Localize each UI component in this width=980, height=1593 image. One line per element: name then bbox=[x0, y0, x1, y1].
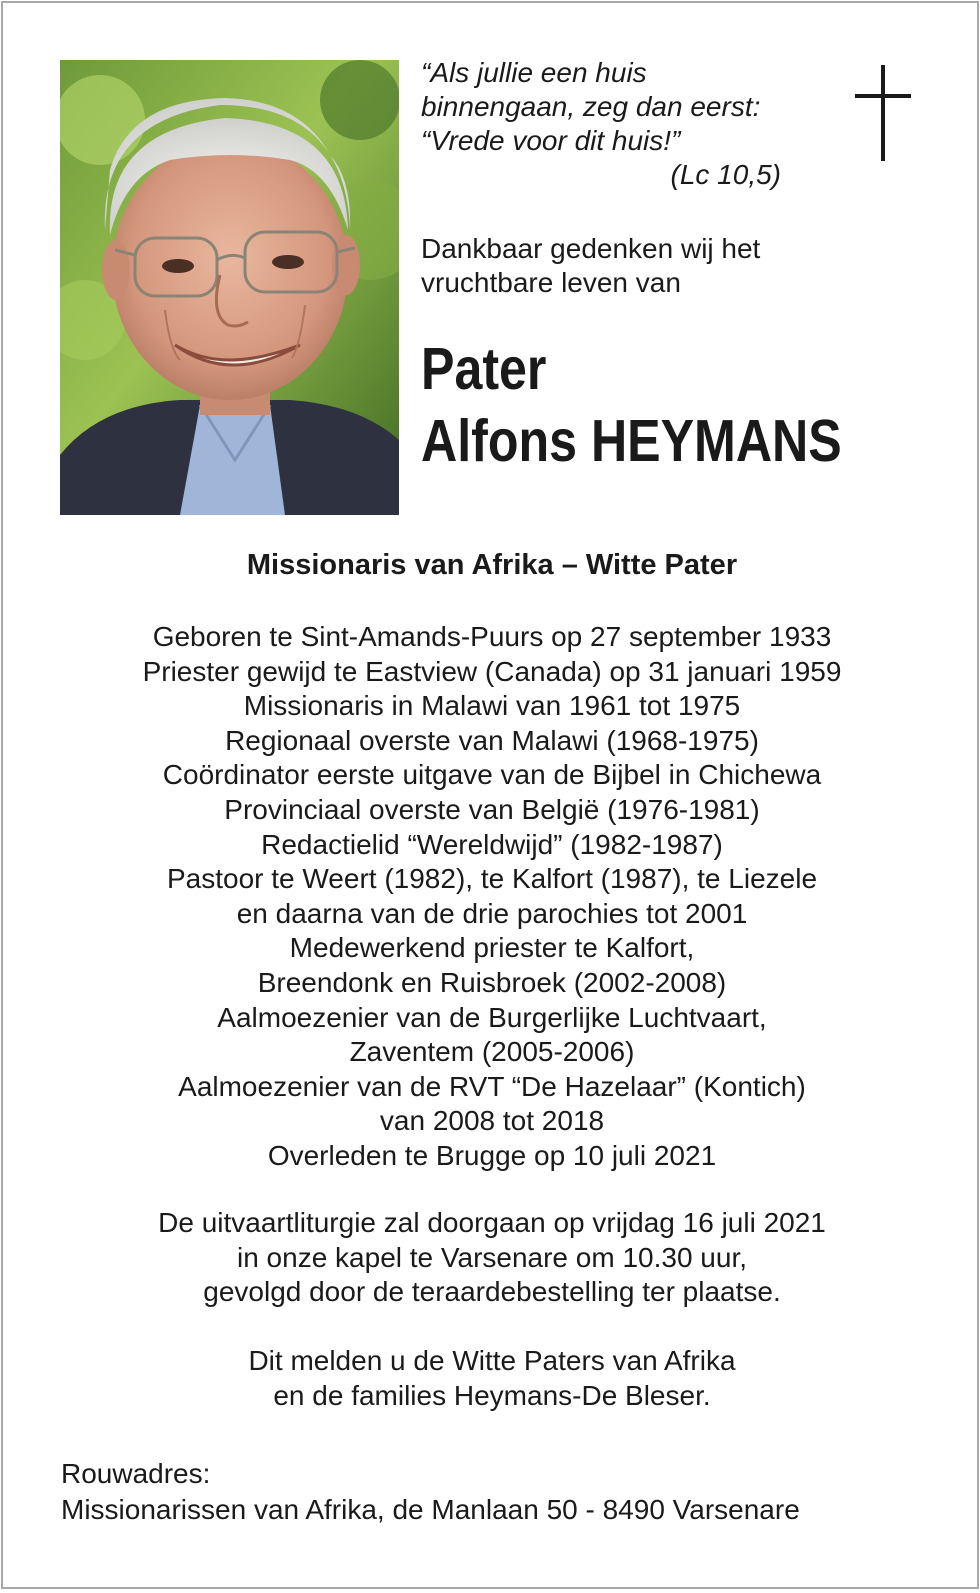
obituary-card bbox=[1, 1, 979, 1589]
bio-line: Zaventem (2005-2006) bbox=[349, 1036, 635, 1068]
bio-line: van 2008 tot 2018 bbox=[379, 1105, 605, 1137]
bio-line: en daarna van de drie parochies tot 2001 bbox=[236, 897, 748, 929]
deceased-name bbox=[421, 333, 880, 477]
intro-line: vruchtbare leven van bbox=[421, 267, 681, 298]
bio-line: Aalmoezenier van de RVT “De Hazelaar” (Kontich) bbox=[178, 1070, 806, 1102]
subtitle: Missionaris van Afrika – Witte Pater bbox=[246, 549, 738, 581]
bio-line: Geboren te Sint-Amands-Puurs op 27 september 1933 bbox=[152, 621, 832, 652]
quote-line: “Als jullie een huis bbox=[421, 57, 647, 88]
name-title: Pater bbox=[421, 336, 547, 402]
address-value: Missionarissen van Afrika, de Manlaan 50 - 8490 Varsenare bbox=[61, 1494, 800, 1525]
funeral-line: De uitvaartliturgie zal doorgaan op vrijdag 16 juli 2021 bbox=[158, 1207, 826, 1238]
intro-line: Dankbaar gedenken wij het bbox=[421, 233, 761, 264]
cross-icon bbox=[855, 65, 911, 161]
quote-line: binnengaan, zeg dan eerst: bbox=[421, 91, 761, 122]
bio-line: Overleden te Brugge op 10 juli 2021 bbox=[267, 1139, 717, 1171]
bio-line: Priester gewijd te Eastview (Canada) op 31 januari 1959 bbox=[142, 655, 842, 687]
address-label: Rouwadres: bbox=[61, 1458, 211, 1489]
name-full: Alfons HEYMANS bbox=[421, 408, 842, 474]
announcement-line: en de families Heymans-De Bleser. bbox=[273, 1379, 711, 1411]
bio-line: Aalmoezenier van de Burgerlijke Luchtvaart, bbox=[217, 1001, 767, 1033]
announcement-line: Dit melden u de Witte Paters van Afrika bbox=[248, 1345, 736, 1376]
biography bbox=[3, 620, 980, 1174]
quote-reference: (Lc 10,5) bbox=[670, 159, 781, 190]
bio-line: Pastoor te Weert (1982), te Kalfort (1987), te Liezele bbox=[166, 863, 818, 895]
funeral-line: in onze kapel te Varsenare om 10.30 uur, bbox=[236, 1241, 748, 1273]
funeral-line: gevolgd door de teraardebestelling ter plaatse. bbox=[203, 1276, 781, 1308]
bio-line: Breendonk en Ruisbroek (2002-2008) bbox=[257, 966, 727, 998]
bio-line: Medewerkend priester te Kalfort, bbox=[289, 932, 695, 964]
portrait-photo bbox=[60, 60, 399, 515]
bio-line: Provinciaal overste van België (1976-1981) bbox=[224, 793, 760, 825]
bio-line: Redactielid “Wereldwijd” (1982-1987) bbox=[261, 828, 723, 860]
quote-line: “Vrede voor dit huis!” bbox=[421, 125, 681, 156]
intro-text bbox=[421, 232, 941, 300]
condolence-address bbox=[61, 1456, 961, 1528]
bio-line: Regionaal overste van Malawi (1968-1975) bbox=[225, 724, 759, 756]
funeral-info bbox=[3, 1206, 980, 1310]
bio-line: Coördinator eerste uitgave van de Bijbel in Chichewa bbox=[162, 759, 822, 791]
bio-line: Missionaris in Malawi van 1961 tot 1975 bbox=[243, 690, 741, 722]
announcement bbox=[3, 1344, 980, 1413]
bible-quote bbox=[421, 56, 801, 192]
